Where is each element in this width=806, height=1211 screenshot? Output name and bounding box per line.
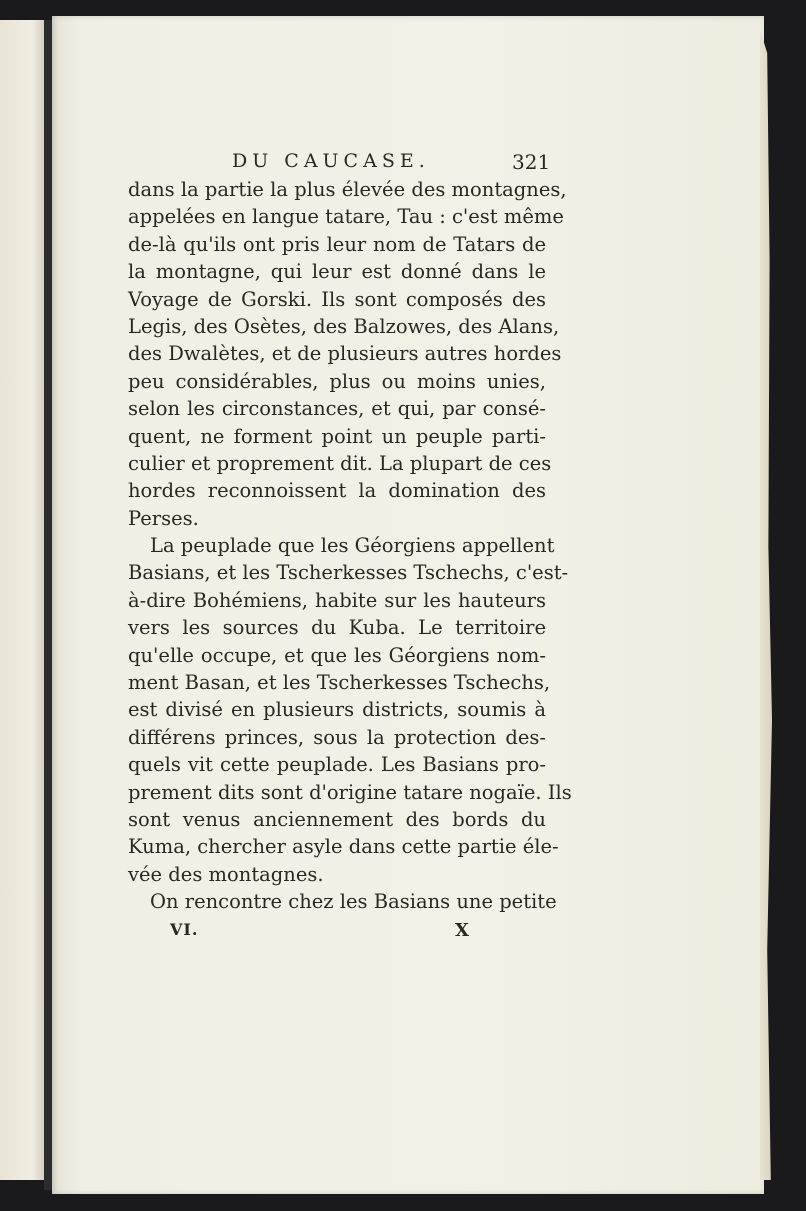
book-gutter (44, 20, 52, 1190)
text-line: la montagne, qui leur est donné dans le (128, 260, 546, 284)
text-line: Basians, et les Tscherkesses Tschechs, c'est- (128, 561, 569, 585)
text-line: sont venus anciennement des bords du (128, 807, 546, 831)
text-line: appelées en langue tatare, Tau : c'est même (128, 205, 564, 229)
paragraph-start-line: On rencontre chez les Basians une petite (150, 890, 557, 914)
page-fore-edge (760, 30, 772, 1180)
text-line: culier et proprement dit. La plupart de ces (128, 451, 552, 475)
text-line: prement dits sont d'origine tatare nogaïe. Ils (128, 780, 572, 804)
text-line: Legis, des Osètes, des Balzowes, des Alans, (128, 314, 560, 338)
text-line: des Dwalètes, et de plusieurs autres hordes (128, 342, 562, 366)
body-text (128, 176, 572, 916)
page-number: 321 (512, 150, 551, 174)
text-line: hordes reconnoissent la domination des (128, 479, 546, 503)
facing-page-edge (0, 20, 48, 1180)
text-line: qu'elle occupe, et que les Géorgiens nom- (128, 643, 546, 667)
text-line: est divisé en plusieurs districts, soumis à (128, 698, 546, 722)
text-line: ment Basan, et les Tscherkesses Tschechs, (128, 671, 551, 695)
text-line: Kuma, chercher asyle dans cette partie éle- (128, 835, 559, 859)
paragraph-start-line: La peuplade que les Géorgiens appellent (150, 534, 555, 558)
text-line: vée des montagnes. (128, 862, 324, 886)
text-line: selon les circonstances, et qui, par consé- (128, 397, 546, 421)
gathering-mark: X (455, 920, 469, 941)
text-line: quent, ne forment point un peuple parti- (128, 424, 546, 448)
signature-mark: VI. (170, 920, 199, 939)
text-line: Voyage de Gorski. Ils sont composés des (128, 287, 546, 311)
text-line: vers les sources du Kuba. Le territoire (128, 616, 546, 640)
text-line: différens princes, sous la protection des- (128, 725, 546, 749)
text-line: Perses. (128, 506, 199, 530)
text-line: à-dire Bohémiens, habite sur les hauteurs (128, 588, 546, 612)
text-line: quels vit cette peuplade. Les Basians pro- (128, 753, 546, 777)
running-head: DU CAUCASE. (232, 150, 430, 172)
text-line: peu considérables, plus ou moins unies, (128, 369, 546, 393)
text-line: dans la partie la plus élevée des montagnes, (128, 178, 567, 201)
text-line: de-là qu'ils ont pris leur nom de Tatars de (128, 232, 546, 256)
